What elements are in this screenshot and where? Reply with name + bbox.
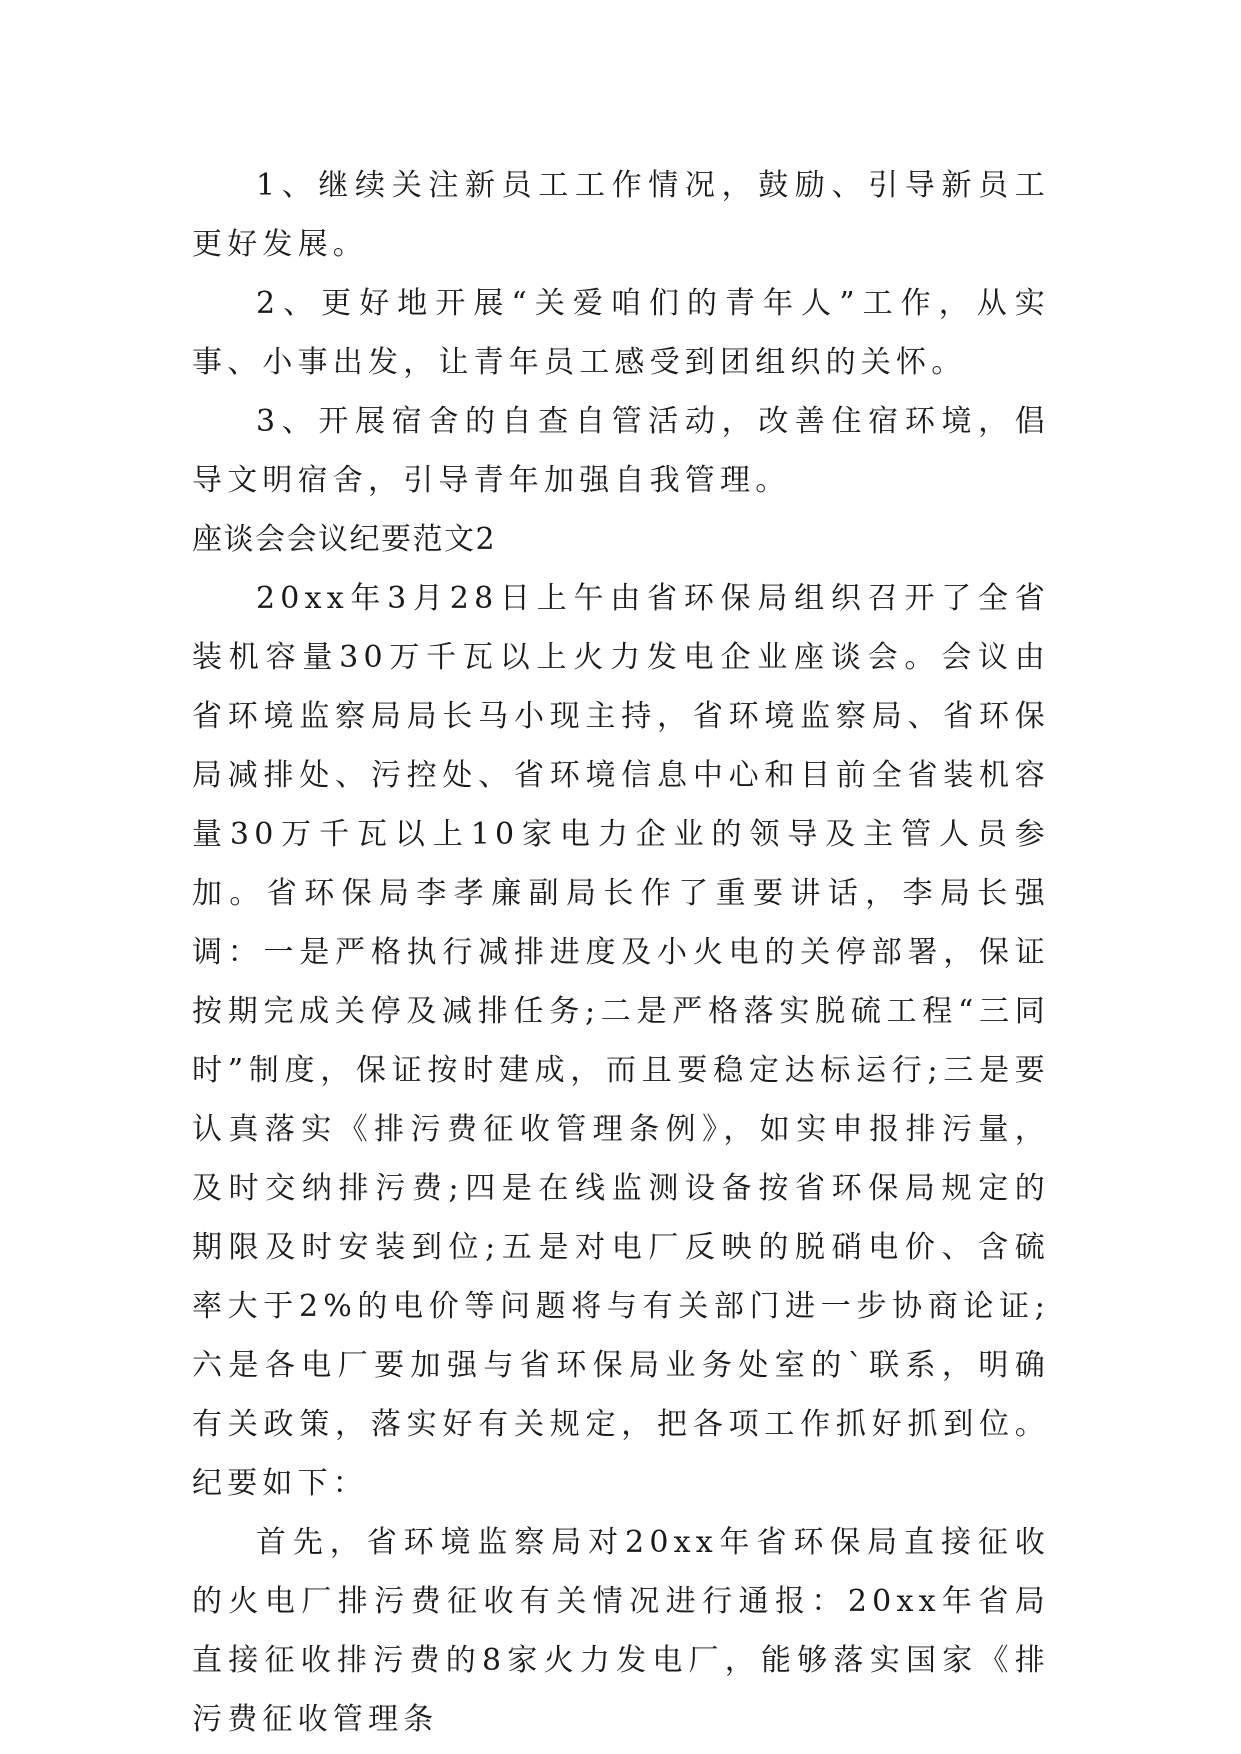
list-item-2: 2、更好地开展“关爱咱们的青年人”工作，从实事、小事出发，让青年员工感受到团组织的关怀。 (192, 286, 1050, 380)
list-item-3: 3、开展宿舍的自查自管活动，改善住宿环境，倡导文明宿舍，引导青年加强自我管理。 (192, 404, 1050, 498)
list-item-1: 1、继续关注新员工工作情况，鼓励、引导新员工更好发展。 (192, 168, 1050, 262)
document-body (192, 156, 1050, 1749)
body-paragraph-2: 首先，省环境监察局对20xx年省环保局直接征收的火电厂排污费征收有关情况进行通报：20xx年省局直接征收排污费的8家火力发电厂，能够落实国家《排污费征收管理条 (192, 1525, 1050, 1737)
body-paragraph-1: 20xx年3月28日上午由省环保局组织召开了全省装机容量30万千瓦以上火力发电企业座谈会。会议由省环境监察局局长马小现主持，省环境监察局、省环保局减排处、污控处、省环境信息中心和目前全省装机容量30万千瓦以上10家电力企业的领导及主管人员参加。省环保局李孝廉副局长作了重要讲话，李局长强调：一是严格执行减排进度及小火电的关停部署，保证按期完成关停及减排任务;二是严格落实脱硫工程“三同时”制度，保证按时建成，而且要稳定达标运行;三是要认真落实《排污费征收管理条例》，如实申报排污量，及时交纳排污费;四是在线监测设备按省环保局规定的期限及时安装到位;五是对电厂反映的脱硝电价、含硫率大于2%的电价等问题将与有关部门进一步协商论证;六是各电厂要加强与省环保局业务处室的`联系，明确有关政策，落实好有关规定，把各项工作抓好抓到位。纪要如下： (192, 581, 1050, 1501)
section-heading: 座谈会会议纪要范文2 (192, 522, 497, 557)
